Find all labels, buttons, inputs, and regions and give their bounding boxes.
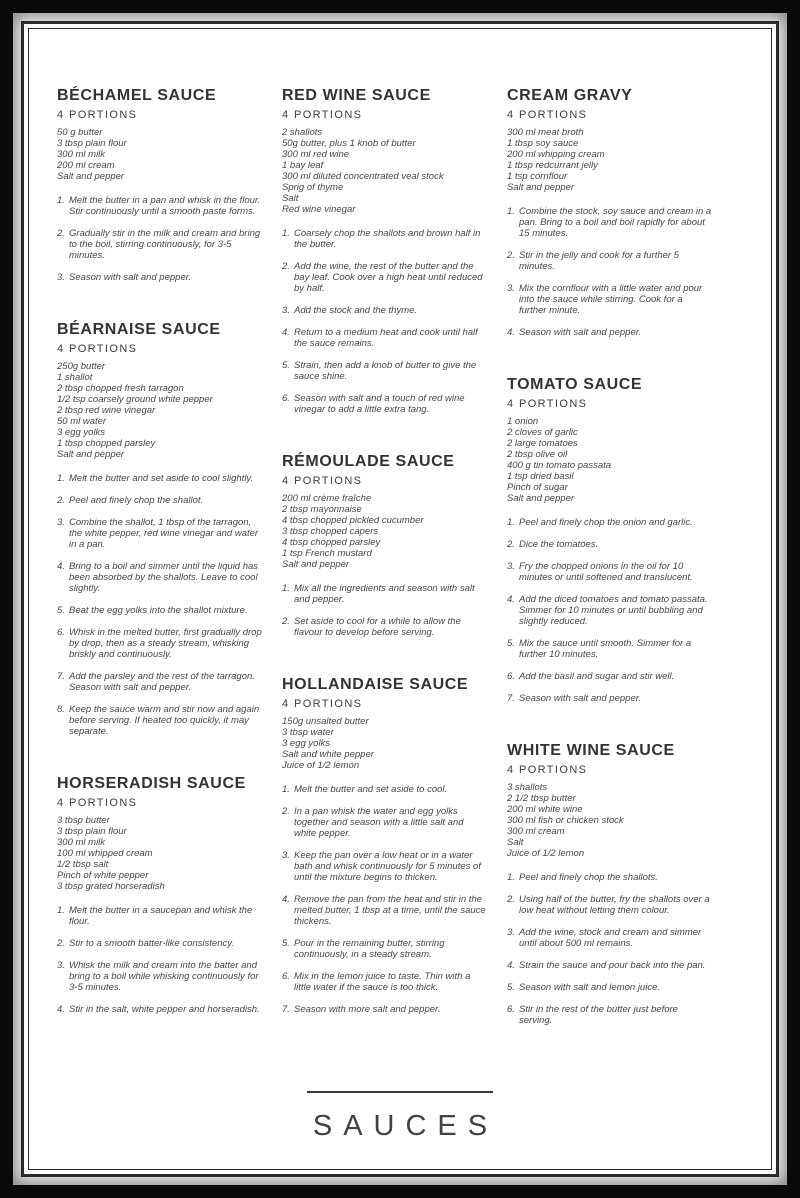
step-item bbox=[507, 594, 712, 627]
ingredient-line: 400 g tin tomato passata bbox=[507, 460, 612, 471]
step-item bbox=[507, 327, 712, 338]
step-item bbox=[57, 228, 262, 261]
recipe-tomato-sauce bbox=[507, 376, 712, 704]
ingredient-line: 150g unsalted butter bbox=[282, 716, 369, 727]
step-number: 2. bbox=[282, 616, 290, 627]
step-item bbox=[57, 605, 262, 616]
ingredient-line: Salt and white pepper bbox=[282, 749, 374, 760]
recipe-title: HOLLANDAISE SAUCE bbox=[282, 676, 469, 693]
step-item bbox=[282, 261, 487, 294]
step-number: 3. bbox=[282, 305, 290, 316]
ingredient-line: 1 bay leaf bbox=[282, 160, 324, 171]
ingredient-line: 3 shallots bbox=[507, 782, 548, 793]
ingredient-line: 300 ml milk bbox=[57, 149, 106, 160]
step-list bbox=[507, 872, 712, 1026]
step-text: Fry the chopped onions in the oil for 10 minutes or until softened and translucent. bbox=[519, 561, 693, 583]
step-item bbox=[507, 638, 712, 660]
recipe-portions: 4 PORTIONS bbox=[282, 109, 363, 121]
step-number: 2. bbox=[507, 539, 515, 550]
step-number: 1. bbox=[282, 583, 290, 594]
step-text: Beat the egg yolks into the shallot mixture. bbox=[69, 605, 248, 616]
step-number: 6. bbox=[282, 971, 290, 982]
step-number: 4. bbox=[507, 960, 515, 971]
step-number: 3. bbox=[57, 517, 65, 528]
step-text: Add the wine, stock and cream and simmer until about 500 ml remains. bbox=[519, 927, 702, 949]
poster-title: SAUCES bbox=[312, 1110, 499, 1142]
step-text: Season with salt and lemon juice. bbox=[519, 982, 660, 993]
column-2 bbox=[282, 87, 487, 1064]
ingredient-line: 4 tbsp chopped parsley bbox=[282, 537, 381, 548]
ingredient-line: 300 ml fish or chicken stock bbox=[507, 815, 624, 826]
ingredient-line: 200 ml whipping cream bbox=[507, 149, 605, 160]
step-number: 7. bbox=[282, 1004, 290, 1015]
step-text: Pour in the remaining butter, stirring continuously, in a steady stream. bbox=[294, 938, 445, 960]
ingredient-line: 200 ml crème fraîche bbox=[282, 493, 372, 504]
step-number: 5. bbox=[507, 638, 515, 649]
step-text: Add the diced tomatoes and tomato passata. Simmer for 10 minutes or until bubbling and slightly reduced. bbox=[519, 594, 708, 627]
recipe-title: RED WINE SAUCE bbox=[282, 87, 431, 104]
ingredient-line: 1/2 tbsp salt bbox=[57, 859, 109, 870]
step-text: Stir in the salt, white pepper and horseradish. bbox=[69, 1004, 260, 1015]
ingredient-line: 2 tbsp red wine vinegar bbox=[57, 405, 156, 416]
ingredient-line: Salt and pepper bbox=[507, 493, 575, 504]
ingredient-line: 2 tbsp olive oil bbox=[507, 449, 568, 460]
ingredient-line: 2 1/2 tbsp butter bbox=[507, 793, 576, 804]
ingredient-line: 50 ml water bbox=[57, 416, 107, 427]
ingredient-line: 1 tsp French mustard bbox=[282, 548, 372, 559]
step-number: 3. bbox=[57, 960, 65, 971]
ingredient-line: Juice of 1/2 lemon bbox=[282, 760, 360, 771]
recipe-title: BÉCHAMEL SAUCE bbox=[57, 87, 217, 104]
step-item bbox=[282, 850, 487, 883]
step-number: 2. bbox=[57, 228, 65, 239]
step-number: 2. bbox=[57, 495, 65, 506]
recipe-bechamel-sauce bbox=[57, 87, 262, 283]
poster-content bbox=[29, 29, 771, 1169]
ingredient-list bbox=[507, 782, 712, 859]
step-item bbox=[57, 960, 262, 993]
step-item bbox=[282, 806, 487, 839]
step-text: Add the stock and the thyme. bbox=[294, 305, 418, 316]
step-text: Melt the butter and set aside to cool slightly. bbox=[69, 473, 254, 484]
ingredient-line: Salt and pepper bbox=[57, 171, 125, 182]
step-item bbox=[507, 561, 712, 583]
step-number: 3. bbox=[282, 850, 290, 861]
step-text: Season with salt and pepper. bbox=[69, 272, 192, 283]
step-number: 4. bbox=[507, 327, 515, 338]
ingredient-line: 50g butter, plus 1 knob of butter bbox=[282, 138, 416, 149]
ingredient-line: 3 tbsp water bbox=[282, 727, 334, 738]
recipe-cream-gravy bbox=[507, 87, 712, 338]
step-text: Coarsely chop the shallots and brown half in the butter. bbox=[294, 228, 481, 250]
ingredient-line: 3 tbsp chopped capers bbox=[282, 526, 379, 537]
ingredient-line: 200 ml white wine bbox=[507, 804, 583, 815]
step-number: 4. bbox=[282, 327, 290, 338]
step-text: Melt the butter in a saucepan and whisk the flour. bbox=[69, 905, 253, 927]
step-text: Strain the sauce and pour back into the pan. bbox=[519, 960, 706, 971]
step-text: Mix the sauce until smooth. Simmer for a further 10 minutes. bbox=[519, 638, 692, 660]
step-number: 6. bbox=[507, 1004, 515, 1015]
step-item bbox=[57, 671, 262, 693]
step-text: Peel and finely chop the shallots. bbox=[519, 872, 658, 883]
ingredient-line: 300 ml cream bbox=[507, 826, 565, 837]
recipe-bearnaise-sauce bbox=[57, 321, 262, 737]
step-text: Remove the pan from the heat and stir in the melted butter, 1 tbsp at a time, until the sauce thickens. bbox=[294, 894, 486, 927]
recipe-title: RÉMOULADE SAUCE bbox=[282, 453, 455, 470]
step-text: Bring to a boil and simmer until the liquid has been absorbed by the shallots. Leave to cool slightly. bbox=[69, 561, 259, 594]
ingredient-line: 3 egg yolks bbox=[282, 738, 331, 749]
step-number: 7. bbox=[57, 671, 65, 682]
recipe-title: BÉARNAISE SAUCE bbox=[57, 321, 221, 338]
poster-footer bbox=[29, 1091, 771, 1143]
step-number: 2. bbox=[57, 938, 65, 949]
ingredient-line: 1 shallot bbox=[57, 372, 93, 383]
step-item bbox=[282, 583, 487, 605]
ingredient-line: 4 tbsp chopped pickled cucumber bbox=[282, 515, 424, 526]
ingredient-list bbox=[57, 361, 262, 460]
step-text: Whisk in the melted butter, first gradually drop by drop, then as a steady stream, whisking briskly and continuously. bbox=[69, 627, 262, 660]
step-number: 3. bbox=[507, 561, 515, 572]
step-item bbox=[507, 927, 712, 949]
step-item bbox=[282, 305, 487, 316]
step-number: 4. bbox=[57, 561, 65, 572]
step-list bbox=[507, 517, 712, 704]
step-item bbox=[57, 704, 262, 737]
ingredient-line: 3 tbsp butter bbox=[57, 815, 110, 826]
ingredient-line: 300 ml red wine bbox=[282, 149, 350, 160]
step-item bbox=[282, 393, 487, 415]
step-item bbox=[507, 671, 712, 682]
ingredient-line: 1 tbsp chopped parsley bbox=[57, 438, 156, 449]
step-number: 1. bbox=[507, 872, 515, 883]
step-list bbox=[507, 206, 712, 338]
step-item bbox=[507, 539, 712, 550]
ingredient-line: 1 tbsp soy sauce bbox=[507, 138, 579, 149]
ingredient-line: Salt and pepper bbox=[57, 449, 125, 460]
step-item bbox=[57, 495, 262, 506]
step-number: 4. bbox=[57, 1004, 65, 1015]
step-text: Season with salt and pepper. bbox=[519, 693, 642, 704]
ingredient-list bbox=[282, 716, 487, 771]
recipe-horseradish-sauce bbox=[57, 775, 262, 1015]
step-number: 5. bbox=[282, 938, 290, 949]
recipe-title: HORSERADISH SAUCE bbox=[57, 775, 246, 792]
step-item bbox=[282, 971, 487, 993]
step-list bbox=[57, 195, 262, 283]
step-text: Add the wine, the rest of the butter and the bay leaf. Cook over a high heat until reduced by half. bbox=[294, 261, 483, 294]
step-text: Whisk the milk and cream into the batter and bring to a boil while whisking continuously for 3-5 minutes. bbox=[69, 960, 259, 993]
step-text: Season with more salt and pepper. bbox=[294, 1004, 441, 1015]
step-number: 5. bbox=[507, 982, 515, 993]
step-text: Peel and finely chop the shallot. bbox=[69, 495, 204, 506]
step-number: 2. bbox=[282, 261, 290, 272]
step-number: 6. bbox=[507, 671, 515, 682]
step-number: 7. bbox=[507, 693, 515, 704]
step-text: Season with salt and a touch of red wine vinegar to add a little extra tang. bbox=[294, 393, 465, 415]
step-item bbox=[57, 473, 262, 484]
ingredient-line: 300 ml diluted concentrated veal stock bbox=[282, 171, 444, 182]
step-item bbox=[57, 627, 262, 660]
step-number: 6. bbox=[57, 627, 65, 638]
recipe-portions: 4 PORTIONS bbox=[507, 109, 588, 121]
step-item bbox=[282, 616, 487, 638]
recipe-portions: 4 PORTIONS bbox=[57, 109, 138, 121]
step-list bbox=[57, 473, 262, 737]
step-item bbox=[57, 561, 262, 594]
ingredient-line: Pinch of white pepper bbox=[57, 870, 149, 881]
step-item bbox=[507, 960, 712, 971]
step-text: Keep the sauce warm and stir now and again before serving. If heated too quickly, it may separate. bbox=[69, 704, 260, 737]
step-item bbox=[507, 872, 712, 883]
step-text: Return to a medium heat and cook until half the sauce remains. bbox=[294, 327, 478, 349]
column-3 bbox=[507, 87, 712, 1064]
ingredient-list bbox=[57, 815, 262, 892]
step-item bbox=[507, 206, 712, 239]
ingredient-line: Juice of 1/2 lemon bbox=[507, 848, 585, 859]
ingredient-line: Red wine vinegar bbox=[282, 204, 356, 215]
step-item bbox=[507, 693, 712, 704]
recipe-columns bbox=[57, 87, 743, 1064]
step-text: Using half of the butter, fry the shallots over a low heat without letting them colour. bbox=[519, 894, 710, 916]
step-text: Add the parsley and the rest of the tarragon. Season with salt and pepper. bbox=[69, 671, 255, 693]
step-item bbox=[507, 283, 712, 316]
step-text: Set aside to cool for a while to allow the flavour to develop before serving. bbox=[294, 616, 461, 638]
step-text: Stir in the jelly and cook for a further 5 minutes. bbox=[519, 250, 679, 272]
step-text: Mix in the lemon juice to taste. Thin with a little water if the sauce is too thick. bbox=[294, 971, 471, 993]
step-text: Combine the stock, soy sauce and cream in a pan. Bring to a boil and boil rapidly for about 15 minutes. bbox=[519, 206, 712, 239]
ingredient-list bbox=[282, 493, 487, 570]
step-text: Stir in the rest of the butter just before serving. bbox=[519, 1004, 678, 1026]
step-number: 2. bbox=[282, 806, 290, 817]
step-text: Combine the shallot, 1 tbsp of the tarragon, the white pepper, red wine vinegar and water in a pan. bbox=[69, 517, 259, 550]
step-item bbox=[282, 1004, 487, 1015]
ingredient-line: 2 tbsp chopped fresh tarragon bbox=[57, 383, 184, 394]
step-number: 1. bbox=[57, 905, 65, 916]
recipe-hollandaise-sauce bbox=[282, 676, 487, 1015]
step-list bbox=[57, 905, 262, 1015]
step-item bbox=[507, 982, 712, 993]
step-number: 1. bbox=[57, 195, 65, 206]
ingredient-list bbox=[507, 127, 712, 193]
step-number: 3. bbox=[507, 927, 515, 938]
step-number: 5. bbox=[57, 605, 65, 616]
step-item bbox=[57, 517, 262, 550]
step-number: 6. bbox=[282, 393, 290, 404]
step-number: 1. bbox=[282, 228, 290, 239]
step-text: Keep the pan over a low heat or in a water bath and whisk continuously for 5 minutes of until the mixture begins to thicken. bbox=[294, 850, 481, 883]
step-item bbox=[57, 905, 262, 927]
ingredient-line: 1/2 tsp coarsely ground white pepper bbox=[57, 394, 213, 405]
ingredient-line: Pinch of sugar bbox=[507, 482, 568, 493]
ingredient-line: Salt bbox=[507, 837, 524, 848]
ingredient-line: Salt and pepper bbox=[507, 182, 575, 193]
step-text: Gradually stir in the milk and cream and bring to the boil, stirring continuously, for 3-5 minutes. bbox=[69, 228, 261, 261]
step-item bbox=[282, 360, 487, 382]
step-number: 1. bbox=[507, 206, 515, 217]
step-text: Peel and finely chop the onion and garlic. bbox=[519, 517, 693, 528]
step-item bbox=[57, 272, 262, 283]
ingredient-line: 2 shallots bbox=[282, 127, 323, 138]
ingredient-line: 1 tsp dried basil bbox=[507, 471, 574, 482]
step-number: 1. bbox=[507, 517, 515, 528]
ingredient-line: 3 tbsp grated horseradish bbox=[57, 881, 165, 892]
step-item bbox=[282, 228, 487, 250]
ingredient-line: 2 large tomatoes bbox=[507, 438, 578, 449]
step-item bbox=[507, 894, 712, 916]
step-item bbox=[507, 517, 712, 528]
step-item bbox=[282, 938, 487, 960]
ingredient-line: 300 ml meat broth bbox=[507, 127, 584, 138]
recipe-portions: 4 PORTIONS bbox=[507, 764, 588, 776]
step-list bbox=[282, 228, 487, 415]
ingredient-list bbox=[282, 127, 487, 215]
step-number: 1. bbox=[282, 784, 290, 795]
step-text: Dice the tomatoes. bbox=[519, 539, 599, 550]
inner-frame-inner-border bbox=[28, 28, 772, 1170]
step-item bbox=[507, 1004, 712, 1026]
step-number: 1. bbox=[57, 473, 65, 484]
step-text: Add the basil and sugar and stir well. bbox=[519, 671, 675, 682]
step-item bbox=[282, 784, 487, 795]
ingredient-list bbox=[507, 416, 712, 504]
ingredient-list bbox=[57, 127, 262, 182]
ingredient-line: 1 tsp cornflour bbox=[507, 171, 568, 182]
step-item bbox=[507, 250, 712, 272]
step-list bbox=[282, 583, 487, 638]
step-text: In a pan whisk the water and egg yolks together and season with a little salt and white pepper. bbox=[294, 806, 464, 839]
step-text: Melt the butter and set aside to cool. bbox=[294, 784, 448, 795]
ingredient-line: Salt bbox=[282, 193, 299, 204]
step-number: 5. bbox=[282, 360, 290, 371]
step-number: 8. bbox=[57, 704, 65, 715]
ingredient-line: 300 ml milk bbox=[57, 837, 106, 848]
ingredient-line: 100 ml whipped cream bbox=[57, 848, 153, 859]
step-text: Season with salt and pepper. bbox=[519, 327, 642, 338]
step-list bbox=[282, 784, 487, 1015]
step-item bbox=[57, 1004, 262, 1015]
recipe-red-wine-sauce bbox=[282, 87, 487, 415]
recipe-portions: 4 PORTIONS bbox=[57, 343, 138, 355]
step-text: Melt the butter in a pan and whisk in the flour. Stir continuously until a smooth paste forms. bbox=[69, 195, 261, 217]
ingredient-line: 3 tbsp plain flour bbox=[57, 826, 127, 837]
footer-divider bbox=[307, 1091, 493, 1093]
step-text: Mix the cornflour with a little water and pour into the sauce while stirring. Cook for a further minute. bbox=[519, 283, 703, 316]
step-text: Mix all the ingredients and season with salt and pepper. bbox=[294, 583, 475, 605]
step-number: 4. bbox=[282, 894, 290, 905]
recipe-white-wine-sauce bbox=[507, 742, 712, 1026]
recipe-portions: 4 PORTIONS bbox=[57, 797, 138, 809]
ingredient-line: Sprig of thyme bbox=[282, 182, 344, 193]
step-number: 3. bbox=[507, 283, 515, 294]
ingredient-line: 50 g butter bbox=[57, 127, 103, 138]
recipe-title: TOMATO SAUCE bbox=[507, 376, 643, 393]
step-text: Strain, then add a knob of butter to give the sauce shine. bbox=[294, 360, 477, 382]
ingredient-line: 250g butter bbox=[57, 361, 106, 372]
ingredient-line: 3 egg yolks bbox=[57, 427, 106, 438]
step-number: 2. bbox=[507, 250, 515, 261]
recipe-portions: 4 PORTIONS bbox=[282, 698, 363, 710]
recipe-remoulade-sauce bbox=[282, 453, 487, 638]
step-number: 3. bbox=[57, 272, 65, 283]
ingredient-line: 3 tbsp plain flour bbox=[57, 138, 127, 149]
ingredient-line: 1 onion bbox=[507, 416, 539, 427]
ingredient-line: 1 tbsp redcurrant jelly bbox=[507, 160, 598, 171]
ingredient-line: Salt and pepper bbox=[282, 559, 350, 570]
step-text: Stir to a smooth batter-like consistency. bbox=[69, 938, 234, 949]
step-item bbox=[57, 938, 262, 949]
recipe-portions: 4 PORTIONS bbox=[507, 398, 588, 410]
step-item bbox=[282, 327, 487, 349]
step-number: 2. bbox=[507, 894, 515, 905]
recipe-portions: 4 PORTIONS bbox=[282, 475, 363, 487]
ingredient-line: 2 tbsp mayonnaise bbox=[282, 504, 362, 515]
step-item bbox=[282, 894, 487, 927]
ingredient-line: 2 cloves of garlic bbox=[507, 427, 578, 438]
ingredient-line: 200 ml cream bbox=[57, 160, 115, 171]
column-1 bbox=[57, 87, 262, 1064]
recipe-title: CREAM GRAVY bbox=[507, 87, 633, 104]
recipe-title: WHITE WINE SAUCE bbox=[507, 742, 675, 759]
step-number: 4. bbox=[507, 594, 515, 605]
step-item bbox=[57, 195, 262, 217]
inner-frame-outer-border bbox=[21, 21, 779, 1177]
